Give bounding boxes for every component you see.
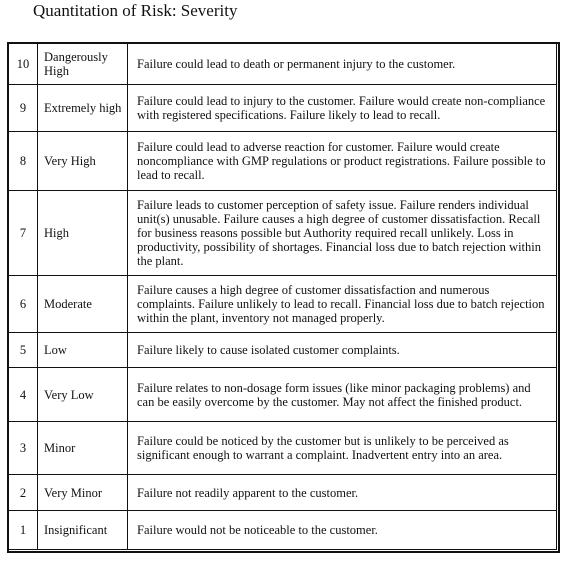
severity-level: Dangerously High xyxy=(38,44,128,85)
severity-level: Low xyxy=(38,332,128,367)
table-row xyxy=(9,368,557,422)
page-title: Quantitation of Risk: Severity xyxy=(33,1,238,20)
severity-description: Failure could lead to adverse reaction for customer. Failure would create noncompliance with GMP regulations or product registrations. Failure possible to lead to recall. xyxy=(128,132,557,191)
severity-level: Moderate xyxy=(38,276,128,333)
severity-rank: 9 xyxy=(9,84,38,132)
severity-rank: 2 xyxy=(9,474,38,511)
table-row xyxy=(9,84,557,132)
table-row xyxy=(9,276,557,333)
severity-level: High xyxy=(38,191,128,276)
severity-description: Failure could lead to death or permanent injury to the customer. xyxy=(128,44,557,85)
severity-description: Failure would not be noticeable to the customer. xyxy=(128,511,557,550)
severity-level: Insignificant xyxy=(38,511,128,550)
severity-description: Failure could be noticed by the customer but is unlikely to be perceived as significant enough to warrant a complaint. Inadvertent entry into an area. xyxy=(128,422,557,475)
severity-rank: 6 xyxy=(9,276,38,333)
severity-description: Failure relates to non-dosage form issues (like minor packaging problems) and can be easily overcome by the customer. May not affect the finished product. xyxy=(128,368,557,422)
table-row xyxy=(9,422,557,475)
table-row xyxy=(9,132,557,191)
table-row xyxy=(9,191,557,276)
severity-level: Very Low xyxy=(38,368,128,422)
severity-rank: 4 xyxy=(9,368,38,422)
table-row xyxy=(9,44,557,85)
table-row xyxy=(9,332,557,367)
severity-rank: 1 xyxy=(9,511,38,550)
severity-rank: 5 xyxy=(9,332,38,367)
severity-description: Failure leads to customer perception of safety issue. Failure renders individual unit(s) unusable. Failure causes a high degree of customer dissatisfaction. Recall for business reasons possible but Authority required recall unlikely. Loss in productivity, possibility of shortages. Financial loss due to batch rejection within the plant. xyxy=(128,191,557,276)
table-row xyxy=(9,511,557,550)
severity-level: Very Minor xyxy=(38,474,128,511)
severity-description: Failure causes a high degree of customer dissatisfaction and numerous complaints. Failure unlikely to lead to recall. Financial loss due to batch rejection within the plant, inventory not managed properly. xyxy=(128,276,557,333)
severity-level: Minor xyxy=(38,422,128,475)
severity-description: Failure could lead to injury to the customer. Failure would create non-compliance with registered specifications. Failure likely to lead to recall. xyxy=(128,84,557,132)
severity-rank: 10 xyxy=(9,44,38,85)
severity-rank: 8 xyxy=(9,132,38,191)
severity-description: Failure not readily apparent to the customer. xyxy=(128,474,557,511)
severity-rank: 3 xyxy=(9,422,38,475)
severity-level: Extremely high xyxy=(38,84,128,132)
table-row xyxy=(9,474,557,511)
severity-description: Failure likely to cause isolated customer complaints. xyxy=(128,332,557,367)
severity-rank: 7 xyxy=(9,191,38,276)
severity-level: Very High xyxy=(38,132,128,191)
severity-table xyxy=(8,43,557,550)
